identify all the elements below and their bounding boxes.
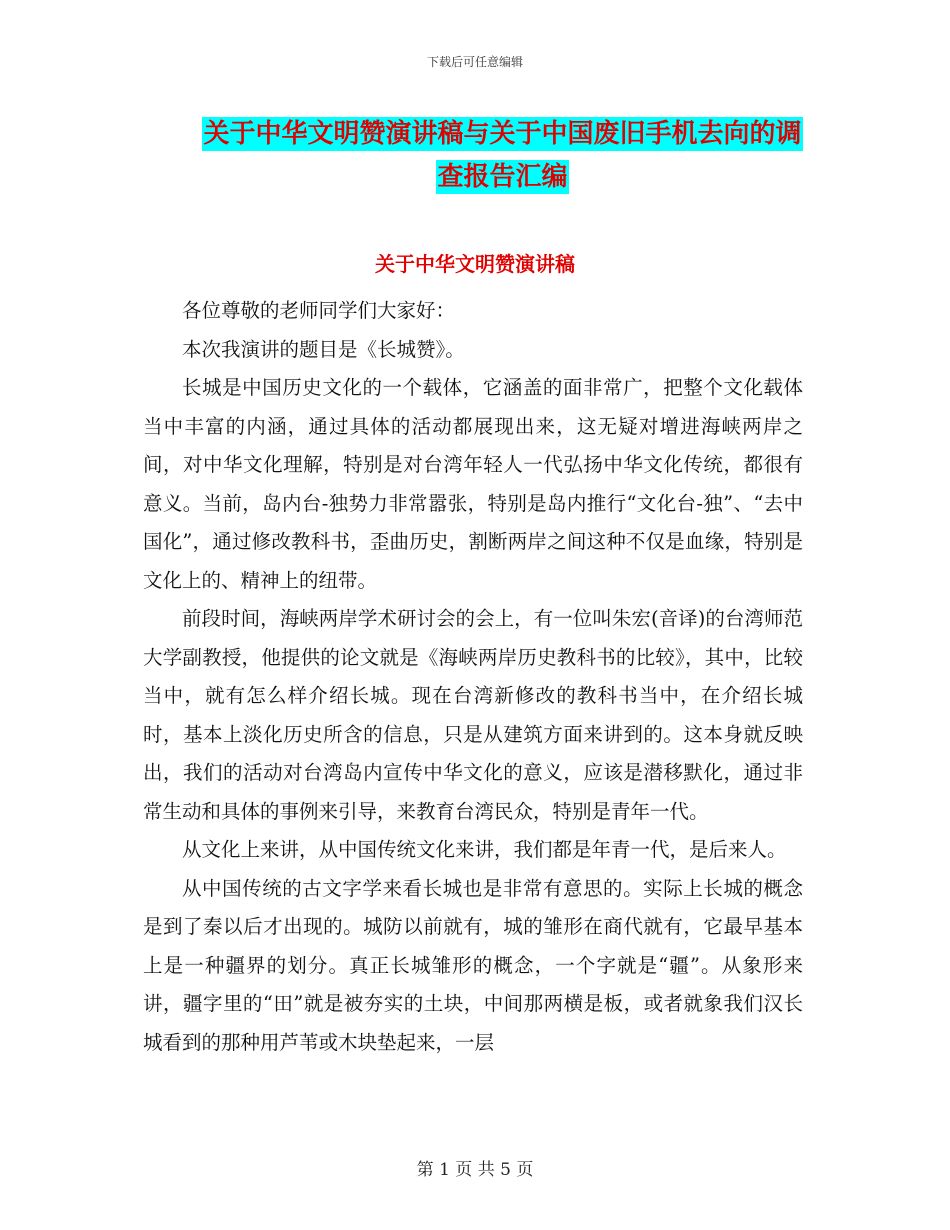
document-title-line-2	[190, 156, 815, 193]
header-note: 下载后可任意编辑	[426, 55, 523, 69]
document-title-text-1: 关于中华文明赞演讲稿与关于中国废旧手机去向的调	[203, 119, 802, 149]
section-title: 关于中华文明赞演讲稿	[375, 252, 575, 276]
paragraph-topic: 本次我演讲的题目是《长城赞》。	[182, 337, 465, 361]
page-footer: 第 1 页 共 5 页	[416, 1160, 534, 1180]
document-body	[143, 292, 803, 1062]
document-title-text-2: 查报告汇编	[437, 162, 568, 192]
document-title-line-1	[190, 113, 815, 150]
paragraph: 前段时间，海峡两岸学术研讨会的会上，有一位叫朱宏(音译)的台湾师范大学副教授，他提供的论文就是《海峡两岸历史教科书的比较》，其中，比较当中，就有怎么样介绍长城。现在台湾新修改的教科书当中，在介绍长城时，基本上淡化历史所含的信息，只是从建筑方面来讲到的。这本身就反映出，我们的活动对台湾岛内宣传中华文化的意义，应该是潜移默化，通过非常生动和具体的事例来引导，来教育台湾民众，特别是青年一代。	[143, 607, 803, 823]
paragraph: 从文化上来讲，从中国传统文化来讲，我们都是年青一代，是后来人。	[182, 838, 787, 861]
paragraph-greeting: 各位尊敬的老师同学们大家好：	[182, 299, 456, 322]
paragraph: 长城是中国历史文化的一个载体，它涵盖的面非常广，把整个文化载体当中丰富的内涵，通过具体的活动都展现出来，这无疑对增进海峡两岸之间，对中华文化理解，特别是对台湾年轻人一代弘扬中华文化传统，都很有意义。当前，岛内台-独势力非常嚣张，特别是岛内推行“文化台-独”、“去中国化”，通过修改教科书，歪曲历史，割断两岸之间这种不仅是血缘，特别是文化上的、精神上的纽带。	[143, 376, 803, 592]
paragraph: 从中国传统的古文字学来看长城也是非常有意思的。实际上长城的概念是到了秦以后才出现的。城防以前就有，城的雏形在商代就有，它最早基本上是一种疆界的划分。真正长城雏形的概念，一个字就是“疆”。从象形来讲，疆字里的“田”就是被夯实的土块，中间那两横是板，或者就象我们汉长城看到的那种用芦苇或木块垫起来，一层	[143, 876, 803, 1054]
